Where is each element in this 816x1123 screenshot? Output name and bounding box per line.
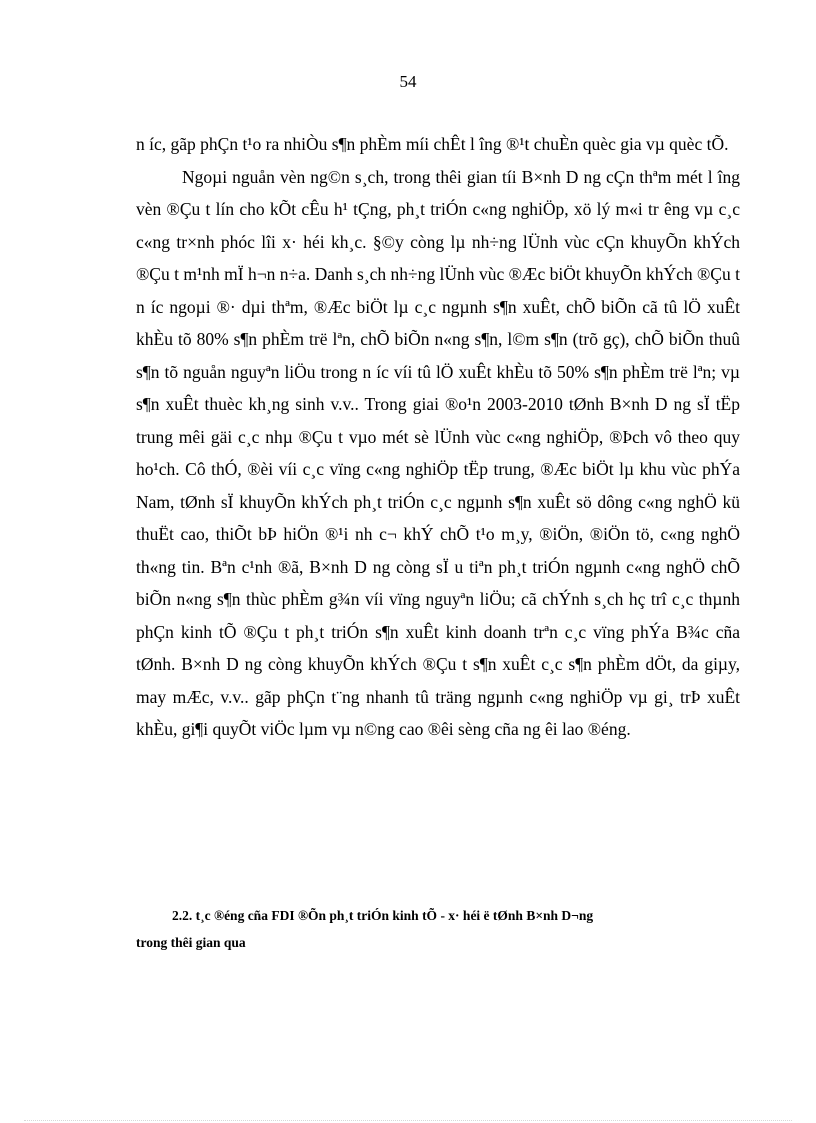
page-number: 54 bbox=[399, 72, 417, 91]
section-heading-line-1: 2.2. t¸c ®éng cña FDI ®Õn ph¸t triÓn kinh tÕ - x· héi ë tØnh B×nh D¬ng bbox=[172, 908, 594, 923]
paragraph-investment: Ngoµi nguån vèn ng©n s¸ch, trong thêi gian tíi B×nh D ng cÇn thªm mét l îng vèn ®Çu t lín cho kÕt cÊu h¹ tÇng, ph¸t triÓn c«ng nghiÖp, xö lý m«i tr êng vµ c¸c c«ng tr×nh phóc lîi x· héi kh¸c. §©y còng lµ nh÷ng lÜnh vùc cÇn khuyÕn khÝch ®Çu t m¹nh mÏ h¬n n÷a. Danh s¸ch nh÷ng lÜnh vùc ®Æc biÖt khuyÕn khÝch ®Çu t n íc ngoµi ®· dµi thªm, ®Æc biÖt lµ c¸c ngµnh s¶n xuÊt, chÕ biÕn cã tû lÖ xuÊt khÈu tõ 80% s¶n phÈm trë lªn, chÕ biÕn n«ng s¶n, l©m s¶n (trõ gç), chÕ biÕn thuû s¶n tõ nguån nguyªn liÖu trong n íc víi tû lÖ xuÊt khÈu tõ 50% s¶n phÈm trë lªn; vµ s¶n xuÊt thuèc kh¸ng sinh v.v.. Trong giai ®o¹n 2003-2010 tØnh B×nh D ng sÏ tËp trung mêi gäi c¸c nhµ ®Çu t vµo mét sè lÜnh vùc c«ng nghiÖp, ®Þch vô theo quy ho¹ch. Cô thÓ, ®èi víi c¸c vïng c«ng nghiÖp tËp trung, ®Æc biÖt lµ khu vùc phÝa Nam, tØnh sÏ khuyÕn khÝch ph¸t triÓn c¸c ngµnh s¶n xuÊt sö dông c«ng nghÖ kü thuËt cao, thiÕt bÞ hiÖn ®¹i nh c¬ khÝ chÕ t¹o m¸y, ®iÖn, ®iÖn tö, c«ng nghÖ th«ng tin. Bªn c¹nh ®ã, B×nh D ng còng sÏ u tiªn ph¸t triÓn ngµnh c«ng nghÖ chÕ biÕn n«ng s¶n thùc phÈm g¾n víi vïng nguyªn liÖu; cã chÝnh s¸ch hç trî c¸c thµnh phÇn kinh tÕ ®Çu t ph¸t triÓn s¶n xuÊt kinh doanh trªn c¸c vïng phÝa B¾c cña tØnh. B×nh D ng còng khuyÕn khÝch ®Çu t s¶n xuÊt c¸c s¶n phÈm dÖt, da giµy, may mÆc, v.v.. gãp phÇn t¨ng nhanh tû träng ngµnh c«ng nghiÖp vµ gi¸ trÞ xuÊt khÈu, gi¶i quyÕt viÖc lµm vµ n©ng cao ®êi sèng cña ng êi lao ®éng. bbox=[136, 166, 740, 739]
paragraph-continuation: n íc, gãp phÇn t¹o ra nhiÒu s¶n phÈm míi chÊt l îng ®¹t chuÈn quèc gia vµ quèc tÕ. bbox=[136, 134, 729, 154]
body-text bbox=[136, 128, 740, 746]
section-heading-line-2: trong thêi gian qua bbox=[136, 935, 246, 950]
page-bottom-rule bbox=[24, 1120, 792, 1121]
section-heading bbox=[136, 902, 740, 956]
